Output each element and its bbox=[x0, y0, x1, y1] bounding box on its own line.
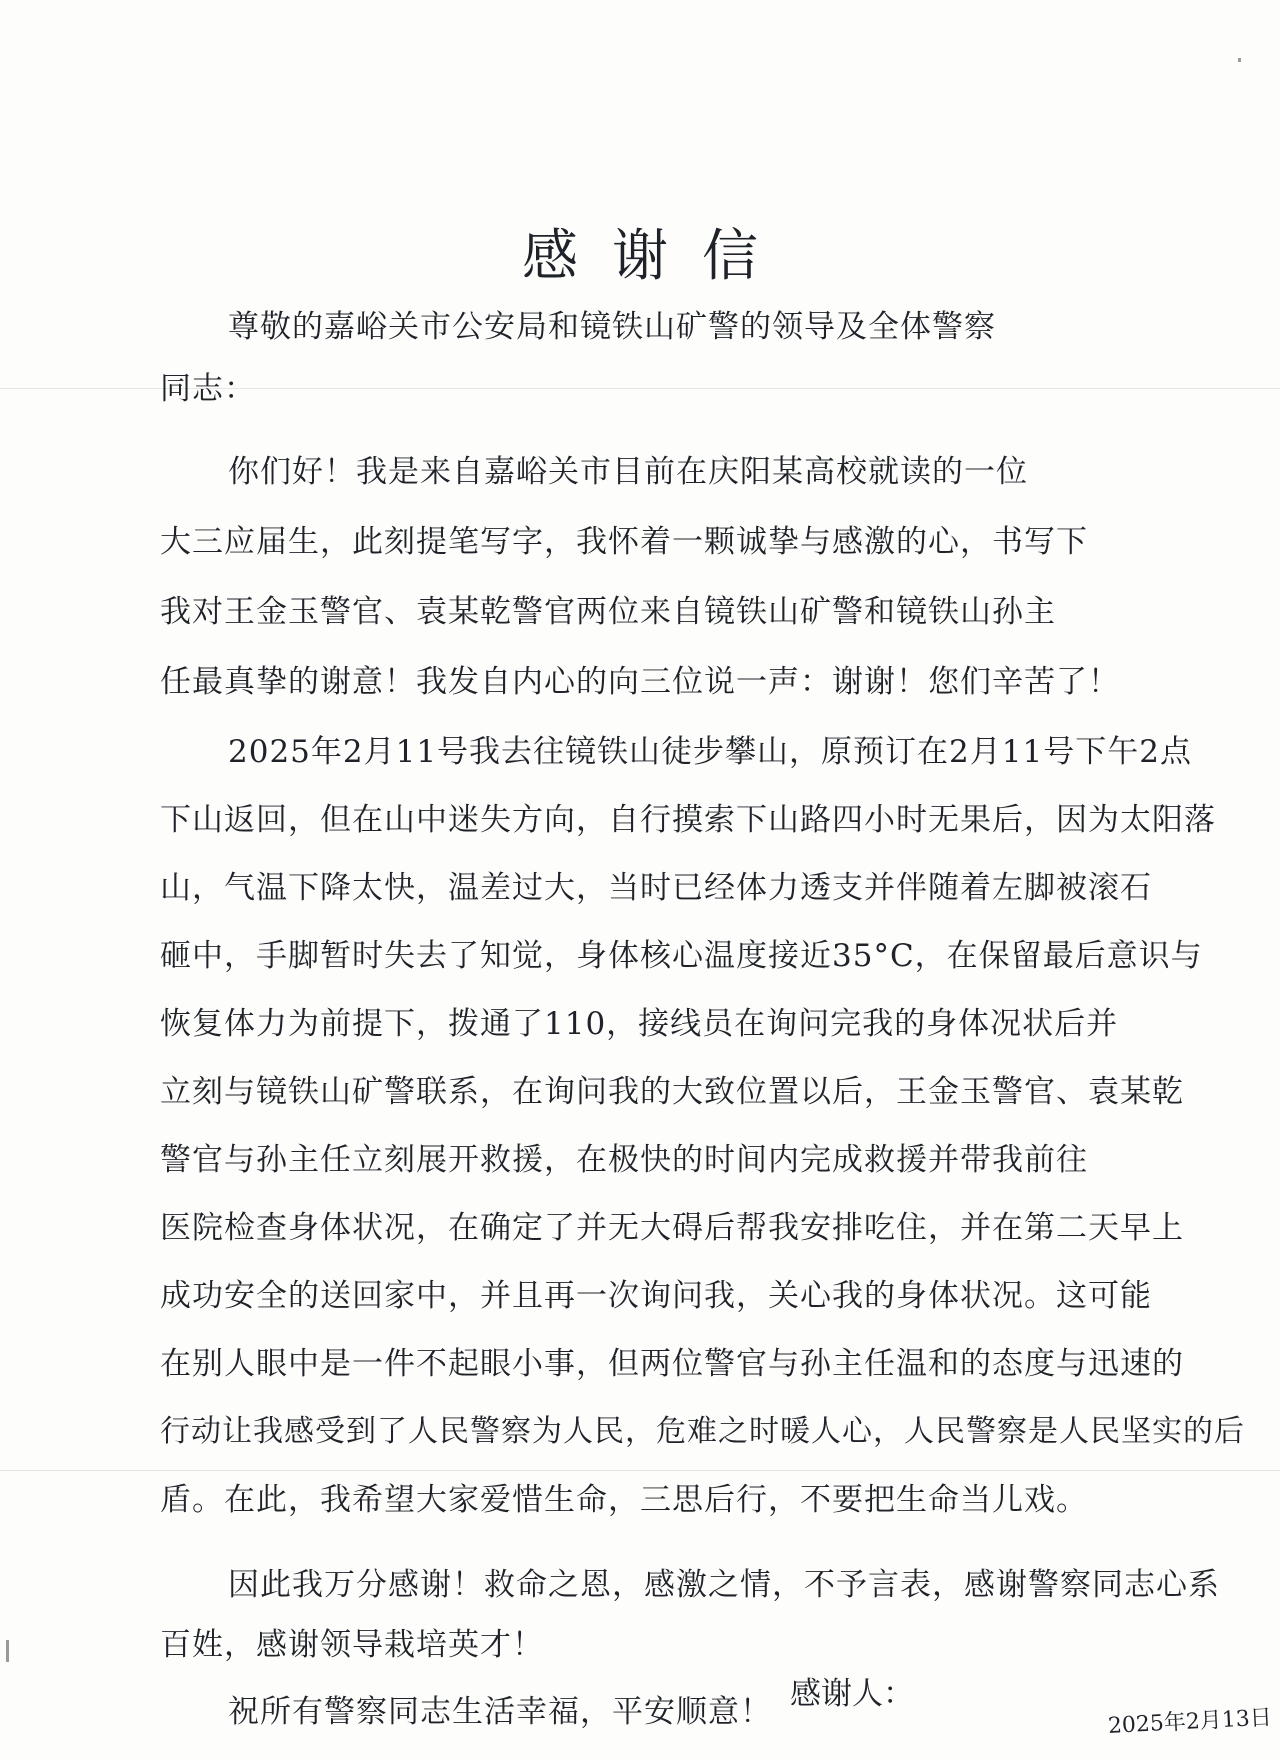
scan-crease bbox=[0, 1470, 1280, 1471]
body-line: 任最真挚的谢意！我发自内心的向三位说一声：谢谢！您们辛苦了！ bbox=[160, 664, 1120, 700]
salutation-line: 同志： bbox=[160, 371, 256, 407]
scan-speck bbox=[6, 1640, 9, 1662]
signature-label: 感谢人： bbox=[790, 1676, 914, 1712]
body-line: 我对王金玉警官、袁某乾警官两位来自镜铁山矿警和镜铁山孙主 bbox=[160, 594, 1056, 630]
body-line: 医院检查身体状况，在确定了并无大碍后帮我安排吃住，并在第二天早上 bbox=[160, 1210, 1184, 1246]
scan-speck bbox=[1238, 58, 1241, 62]
body-line: 在别人眼中是一件不起眼小事，但两位警官与孙主任温和的态度与迅速的 bbox=[160, 1346, 1184, 1382]
body-line: 恢复体力为前提下，拨通了110，接线员在询问完我的身体况状后并 bbox=[160, 1006, 1119, 1042]
body-line: 砸中，手脚暂时失去了知觉，身体核心温度接近35°C，在保留最后意识与 bbox=[160, 938, 1203, 974]
letter-date: 2025年2月13日 bbox=[1107, 1705, 1273, 1739]
body-line: 因此我万分感谢！救命之恩，感激之情，不予言表，感谢警察同志心系 bbox=[228, 1567, 1220, 1603]
salutation-line: 尊敬的嘉峪关市公安局和镜铁山矿警的领导及全体警察 bbox=[228, 309, 996, 345]
letter-title: 感谢信 bbox=[522, 224, 792, 289]
body-line: 山，气温下降太快，温差过大，当时已经体力透支并伴随着左脚被滚石 bbox=[160, 870, 1152, 906]
body-line: 你们好！我是来自嘉峪关市目前在庆阳某高校就读的一位 bbox=[228, 454, 1028, 490]
body-line: 成功安全的送回家中，并且再一次询问我，关心我的身体状况。这可能 bbox=[160, 1278, 1152, 1314]
body-line: 百姓，感谢领导栽培英才！ bbox=[160, 1627, 544, 1663]
body-line: 2025年2月11号我去往镜铁山徒步攀山，原预订在2月11号下午2点 bbox=[228, 734, 1192, 770]
body-line: 行动让我感受到了人民警察为人民，危难之时暖人心，人民警察是人民坚实的后 bbox=[160, 1414, 1245, 1449]
body-line: 警官与孙主任立刻展开救援，在极快的时间内完成救援并带我前往 bbox=[160, 1142, 1088, 1178]
blessing-line: 祝所有警察同志生活幸福，平安顺意！ bbox=[228, 1694, 772, 1730]
body-line: 盾。在此，我希望大家爱惜生命，三思后行，不要把生命当儿戏。 bbox=[160, 1482, 1088, 1518]
body-line: 下山返回，但在山中迷失方向，自行摸索下山路四小时无果后，因为太阳落 bbox=[160, 802, 1216, 838]
body-line: 立刻与镜铁山矿警联系，在询问我的大致位置以后，王金玉警官、袁某乾 bbox=[160, 1074, 1184, 1110]
body-line: 大三应届生，此刻提笔写字，我怀着一颗诚挚与感激的心，书写下 bbox=[160, 524, 1088, 560]
